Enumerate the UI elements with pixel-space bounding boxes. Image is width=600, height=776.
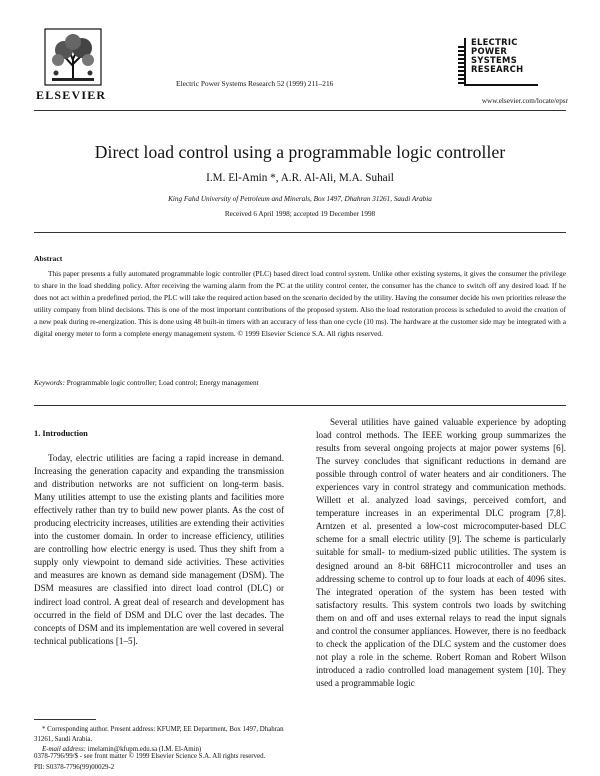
- header-divider: [34, 110, 566, 111]
- abstract-heading: Abstract: [34, 254, 63, 263]
- publisher-name: ELSEVIER: [36, 88, 107, 102]
- journal-logo-stripes-icon: [458, 46, 464, 84]
- footnote-corresponding: * Corresponding author. Present address: KFUMP, EE Department, Box 1497, Dhahran 31261, Saudi Arabia.: [34, 726, 284, 743]
- elsevier-tree-icon: [44, 28, 102, 86]
- section-heading: 1. Introduction: [34, 429, 88, 438]
- received-dates: Received 6 April 1998; accepted 19 December 1998: [224, 210, 376, 218]
- journal-logo-line: POWER: [471, 46, 508, 56]
- journal-url[interactable]: www.elsevier.com/locate/epsr: [481, 97, 568, 105]
- copyright-line: 0378-7796/99/$ - see front matter © 1999 Elsevier Science S.A. All rights reserved.: [34, 753, 266, 760]
- elsevier-logo: [34, 28, 114, 102]
- abstract-top-divider: [34, 232, 566, 233]
- article-title: Direct load control using a programmable logic controller: [94, 142, 506, 162]
- keywords: [34, 379, 259, 387]
- journal-logo-line: RESEARCH: [471, 64, 524, 74]
- copyright-block: [34, 752, 265, 773]
- footnote: [34, 725, 284, 755]
- article-authors: I.M. El-Amin *, A.R. Al-Ali, M.A. Suhail: [206, 172, 394, 184]
- intro-paragraph-left: Today, electric utilities are facing a rapid increase in demand. Increasing the generation capacity and expanding the transmission and distribution networks are not sufficient on long-term basis. Many utilities attempt to use the existing plants and facilities more effectively rather than try to build new power plants. As the cost of producing electricity increases, utilities are extending their activities into the customer domain. In order to increase efficiency, utilities are controlling how electric energy is used. Thus they shift from a supply only viewpoint to demand side activities. These activities and measures are known as demand side management (DSM). The DSM measures are classified into direct load control (DLC) or indirect load control. A great deal of research and development has occurred in the field of DSM and DLC over the last decades. The concepts of DSM and its implementation are well covered in several technical publications [1–5].: [34, 453, 284, 646]
- keywords-label: Keywords:: [34, 379, 65, 387]
- keywords-value: Programmable logic controller; Load control; Energy management: [66, 379, 259, 387]
- journal-reference: Electric Power Systems Research 52 (1999) 211–216: [176, 79, 334, 88]
- journal-logo-line: SYSTEMS: [471, 55, 518, 65]
- journal-logo-line: ELECTRIC: [471, 37, 518, 47]
- author-affiliation: King Fahd University of Petroleum and Minerals, Box 1497, Dhahran 31261, Saudi Arabia: [168, 195, 432, 203]
- pii-line: PII: S0378-7796(99)00029-2: [34, 763, 115, 771]
- footnote-divider: [34, 719, 96, 720]
- abstract-text: This paper presents a fully automated programmable logic controller (PLC) based direct load control system. Unlike other existing systems, it gives the consumer the privilege to share in the load shedding policy. After receiving the warning alarm from the PC at the utility control center, the consumer has the chance to switch off any desired load. If he does not act within a predefined period, the PLC will take the required action based on the scenario decided by the utility. Having the consumer decide his own priorities release the utility company from blind decisions. This is one of the most important contributions of the proposed system. Also the load restoration process is scheduled to avoid the creation of a new peak during re-energization. This is done using 48 built-in timers with an accuracy of less than one cycle (10 ms). The hardware at the customer side may be integrated with a digital energy meter to form a complete energy management system. © 1999 Elsevier Science S.A. All rights reserved.: [34, 269, 566, 338]
- journal-logo: [464, 38, 538, 86]
- abstract-bottom-divider: [34, 405, 566, 406]
- email-value[interactable]: imelamin@kfupm.edu.sa (I.M. El-Amin): [87, 746, 202, 753]
- intro-paragraph-right: Several utilities have gained valuable experience by adopting load control methods. The IEEE working group summarizes the results from several ongoing projects at major power systems [6]. The survey concludes that significant reductions in demand are possible through control of water heaters and air conditioners. The experiences vary in control strategy and communication methods. Willett et al. analyzed load savings, perceived comfort, and temperature increases in an experimental DLC program [7,8]. Arntzen et al. presented a low-cost microcomputer-based DLC scheme for a small electric utility [9]. The scheme is particularly suitable for small- to medium-sized public utilities. The system is designed around an 8-bit 68HC11 microcontroller and uses an addressing scheme to control up to four loads at each of 4096 sites. The integrated operation of the system has been tested with satisfactory results. This system controls two loads by switching them on and off and uses external relays to read the input signals and control the consumer appliances. However, there is no feedback to check the application of the DLC system and the customer does not play a role in the scheme. Robert Roman and Robert Wilson introduced a radio controlled load management system [10]. They used a programmable logic: [316, 417, 566, 688]
- email-label: E-mail address:: [42, 746, 86, 753]
